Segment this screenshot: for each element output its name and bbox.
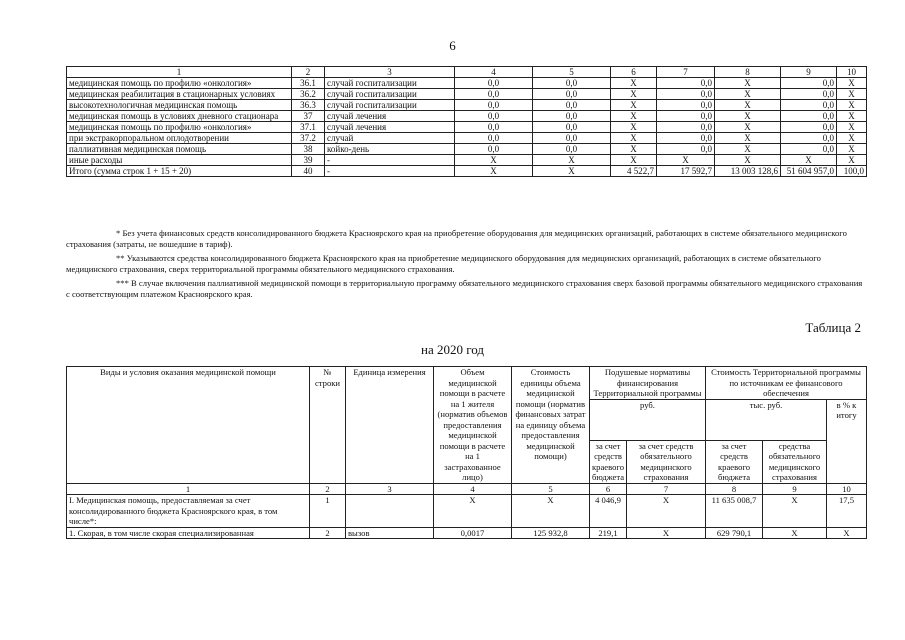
header-percent: в % к итогу [827, 399, 867, 483]
table-cell: I. Медицинская помощь, предоставляемая за счет консолидированного бюджета Красноярского края, в том числе*: [67, 495, 310, 528]
column-number: 9 [781, 67, 837, 78]
table-cell: X [715, 155, 781, 166]
table-cell: 0,0 [455, 100, 533, 111]
table-row [67, 100, 867, 111]
column-number: 2 [310, 483, 346, 495]
table-2 [66, 366, 867, 539]
table-cell: иные расходы [67, 155, 292, 166]
table-cell: 0,0 [533, 89, 611, 100]
note-1: * Без учета финансовых средств консолидированного бюджета Красноярского края на приобретение оборудования для медицинских организаций, работающих в системе обязательного медицинского страхования (затраты, не вошедшие в тариф). [66, 228, 847, 249]
table-cell: 0,0 [533, 144, 611, 155]
table-cell: 4 522,7 [611, 166, 657, 177]
table-cell: X [611, 78, 657, 89]
table-cell: 0,0 [781, 144, 837, 155]
column-number: 1 [67, 483, 310, 495]
table-row [67, 155, 867, 166]
table-cell: 100,0 [837, 166, 867, 177]
table-cell: X [715, 111, 781, 122]
table-cell: 36.3 [292, 100, 325, 111]
table-cell: X [434, 495, 512, 528]
table-cell: 38 [292, 144, 325, 155]
table-cell: случай [325, 133, 455, 144]
table-cell: X [715, 100, 781, 111]
table-cell: 219,1 [590, 527, 627, 539]
table-cell: 1. Скорая, в том числе скорая специализированная [67, 527, 310, 539]
table-cell: 125 932,8 [512, 527, 590, 539]
table-cell: 0,0 [781, 111, 837, 122]
table-cell: 0,0 [533, 78, 611, 89]
column-numbers-row [67, 483, 867, 495]
table-cell: медицинская помощь в условиях дневного стационара [67, 111, 292, 122]
table-cell: X [715, 122, 781, 133]
table-cell: 0,0 [657, 133, 715, 144]
header-program-cost: Стоимость Территориальной программы по источникам ее финансового обеспечения [706, 367, 867, 400]
table-cell: 37.2 [292, 133, 325, 144]
table-cell: 11 635 008,7 [706, 495, 763, 528]
table-cell: 13 003 128,6 [715, 166, 781, 177]
table-cell: X [837, 155, 867, 166]
table-cell: 0,0 [657, 89, 715, 100]
header-volume: Объем медицинской помощи в расчете на 1 жителя (норматив объемов предоставления медицинской помощи в расчете на 1 застрахованное лицо) [434, 367, 512, 484]
table-cell: 0,0 [455, 144, 533, 155]
table-cell: X [611, 122, 657, 133]
table-cell: X [763, 495, 827, 528]
header-oms-cost: средства обязательного медицинского страхования [763, 440, 827, 483]
table-cell: 40 [292, 166, 325, 177]
page-number: 6 [449, 38, 456, 53]
header-unit: Единица измерения [346, 367, 434, 484]
table-cell: 0,0 [533, 133, 611, 144]
table-cell: 51 604 957,0 [781, 166, 837, 177]
table-cell: случай лечения [325, 122, 455, 133]
table-cell: X [533, 155, 611, 166]
table-cell: 0,0 [533, 100, 611, 111]
table-cell: X [611, 89, 657, 100]
table-cell: X [611, 144, 657, 155]
table-cell: X [715, 78, 781, 89]
table-cell: 39 [292, 155, 325, 166]
column-number: 8 [706, 483, 763, 495]
column-number: 10 [837, 67, 867, 78]
table-cell: X [763, 527, 827, 539]
header-regional-budget: за счет средств краевого бюджета [590, 440, 627, 483]
table-cell: койко-день [325, 144, 455, 155]
table-cell: X [512, 495, 590, 528]
header-row-no: № строки [310, 367, 346, 484]
table-cell: X [657, 155, 715, 166]
table-row [67, 122, 867, 133]
table-cell: X [837, 144, 867, 155]
column-number: 8 [715, 67, 781, 78]
column-number: 10 [827, 483, 867, 495]
table-cell: 0,0 [657, 100, 715, 111]
table-cell: паллиативная медицинская помощь [67, 144, 292, 155]
table-cell: 629 790,1 [706, 527, 763, 539]
table-cell: X [627, 495, 706, 528]
table-cell: 0,0 [781, 122, 837, 133]
table-cell: X [837, 133, 867, 144]
table-cell: - [325, 166, 455, 177]
table-cell: X [611, 111, 657, 122]
table-cell: X [455, 155, 533, 166]
header-regional-budget-cost: за счет средств краевого бюджета [706, 440, 763, 483]
table-cell: X [827, 527, 867, 539]
table-header-row [67, 67, 867, 78]
table-cell: случай госпитализации [325, 100, 455, 111]
table-cell: медицинская помощь по профилю «онкология» [67, 122, 292, 133]
table-cell: 0,0 [657, 144, 715, 155]
table-row [67, 78, 867, 89]
column-number: 5 [512, 483, 590, 495]
column-number: 3 [325, 67, 455, 78]
table-cell: 0,0 [781, 133, 837, 144]
table-row [67, 111, 867, 122]
table-cell: X [837, 111, 867, 122]
table-cell: 0,0 [455, 133, 533, 144]
table-cell: при экстракорпоральном оплодотворении [67, 133, 292, 144]
table-cell: X [715, 144, 781, 155]
column-number: 4 [434, 483, 512, 495]
table-cell: X [455, 166, 533, 177]
header-rub: руб. [590, 399, 706, 440]
table-cell: 36.1 [292, 78, 325, 89]
table-cell: 0,0 [533, 122, 611, 133]
table-cell: медицинская реабилитация в стационарных условиях [67, 89, 292, 100]
table-cell: 0,0 [455, 122, 533, 133]
note-3: *** В случае включения паллиативной медицинской помощи в территориальную программу обязательного медицинского страхования сверх базовой программы обязательного медицинского страхования с соответствующим платежом Красноярского края. [66, 278, 863, 299]
table-cell: 0,0 [657, 111, 715, 122]
header-unit-cost: Стоимость единицы объема медицинской помощи (норматив финансовых затрат на единицу объема предоставления медицинской помощи) [512, 367, 590, 484]
table-cell: 36.2 [292, 89, 325, 100]
table-cell: случай госпитализации [325, 78, 455, 89]
table-cell: 4 046,9 [590, 495, 627, 528]
table-cell: 1 [310, 495, 346, 528]
table-row [67, 495, 867, 528]
table-cell: X [837, 89, 867, 100]
table-cell: X [781, 155, 837, 166]
table-cell: X [715, 133, 781, 144]
table-cell: X [611, 100, 657, 111]
table-cell: 37.1 [292, 122, 325, 133]
table-cell: 0,0 [657, 122, 715, 133]
table-1 [66, 66, 867, 177]
table-cell: X [611, 133, 657, 144]
table-row [67, 144, 867, 155]
table-cell: X [715, 89, 781, 100]
table-cell: 17 592,7 [657, 166, 715, 177]
year-title: на 2020 год [421, 342, 484, 357]
table-cell: 0,0 [657, 78, 715, 89]
header-per-capita: Подушевые нормативы финансирования Территориальной программы [590, 367, 706, 400]
column-number: 6 [590, 483, 627, 495]
table-cell: X [837, 100, 867, 111]
table-cell: Итого (сумма строк 1 + 15 + 20) [67, 166, 292, 177]
table-row [67, 89, 867, 100]
table-cell: 0,0017 [434, 527, 512, 539]
table-cell: 2 [310, 527, 346, 539]
header-thousand-rub: тыс. руб. [706, 399, 827, 440]
table-cell: случай госпитализации [325, 89, 455, 100]
header-kinds: Виды и условия оказания медицинской помощи [67, 367, 310, 484]
table-cell: вызов [346, 527, 434, 539]
table-cell: 0,0 [781, 89, 837, 100]
table-label: Таблица 2 [805, 320, 861, 335]
column-number: 3 [346, 483, 434, 495]
table-cell: 0,0 [533, 111, 611, 122]
table-cell: случай лечения [325, 111, 455, 122]
table-cell: X [533, 166, 611, 177]
table-cell: X [611, 155, 657, 166]
table-row [67, 166, 867, 177]
table-cell: - [325, 155, 455, 166]
table-cell: медицинская помощь по профилю «онкология» [67, 78, 292, 89]
column-number: 6 [611, 67, 657, 78]
table-cell: 0,0 [455, 89, 533, 100]
table-row [67, 133, 867, 144]
column-number: 9 [763, 483, 827, 495]
column-number: 1 [67, 67, 292, 78]
table-cell: 0,0 [455, 111, 533, 122]
table-cell: 0,0 [781, 78, 837, 89]
table-cell: 17,5 [827, 495, 867, 528]
column-number: 4 [455, 67, 533, 78]
table-row [67, 527, 867, 539]
table-cell: высокотехнологичная медицинская помощь [67, 100, 292, 111]
column-number: 5 [533, 67, 611, 78]
table-cell: 0,0 [781, 100, 837, 111]
table-cell: X [837, 122, 867, 133]
table-cell [346, 495, 434, 528]
note-2: ** Указываются средства консолидированного бюджета Красноярского края на приобретение медицинского оборудования для медицинских организаций, работающих в системе обязательного медицинского страхования, сверх территориальной программы обязательного медицинского страхования. [66, 253, 821, 274]
table-cell: X [837, 78, 867, 89]
table-cell: 0,0 [455, 78, 533, 89]
column-number: 7 [657, 67, 715, 78]
table-cell: 37 [292, 111, 325, 122]
table-cell: X [627, 527, 706, 539]
column-number: 7 [627, 483, 706, 495]
header-oms: за счет средств обязательного медицинского страхования [627, 440, 706, 483]
column-number: 2 [292, 67, 325, 78]
